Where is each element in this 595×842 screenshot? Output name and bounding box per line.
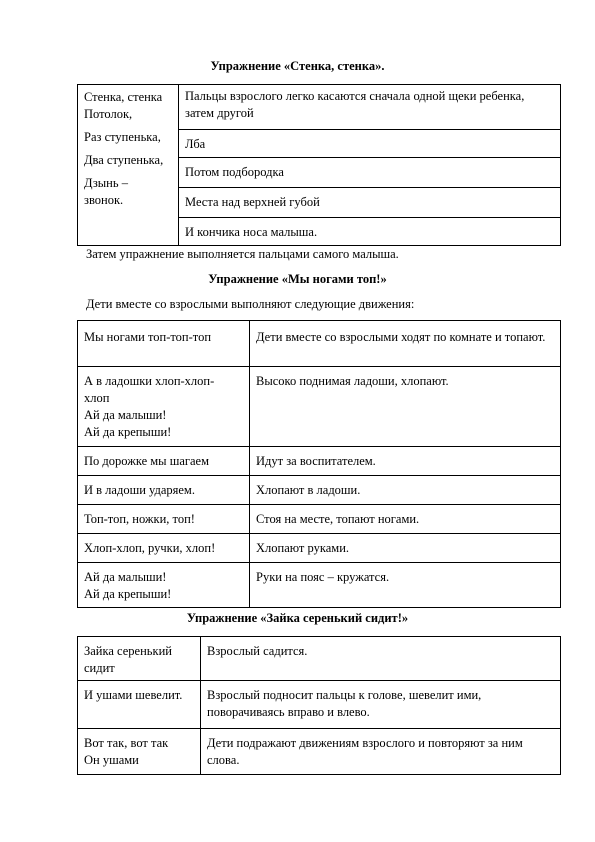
rhyme-line: Ай да малыши! [84, 570, 167, 584]
rhyme-cell [78, 729, 201, 775]
rhyme-cell [78, 447, 250, 476]
table-row [78, 637, 561, 681]
rhyme-line: И ушами шевелит. [84, 688, 183, 702]
rhyme-cell [78, 367, 250, 447]
rhyme-line: звонок. [84, 193, 124, 207]
exercise2-title: Упражнение «Мы ногами топ!» [208, 272, 387, 286]
action-cell: Дети подражают движениям взрослого и повторяют за ним слова. [201, 729, 561, 775]
rhyme-cell [78, 321, 250, 367]
table-row [78, 681, 561, 729]
table-row [78, 729, 561, 775]
action-cell: Руки на пояс – кружатся. [250, 563, 561, 608]
exercise1-note: Затем упражнение выполняется пальцами самого малыша. [86, 247, 399, 261]
exercise2-intro: Дети вместе со взрослыми выполняют следующие движения: [86, 297, 415, 311]
rhyme-line: По дорожке мы шагаем [84, 454, 210, 468]
exercise1-table [77, 84, 561, 246]
table-row [78, 367, 561, 447]
action-cell: Идут за воспитателем. [250, 447, 561, 476]
action-cell: Взрослый садится. [201, 637, 561, 681]
rhyme-line: Ай да малыши! [84, 408, 167, 422]
action-cell: Хлопают в ладоши. [250, 476, 561, 505]
action-cell: Потом подбородка [179, 158, 561, 188]
table-row [78, 321, 561, 367]
rhyme-line: Дзынь – [84, 176, 128, 190]
rhyme-line: Ай да крепыши! [84, 425, 172, 439]
action-cell: Пальцы взрослого легко касаются сначала одной щеки ребенка, затем другой [179, 85, 561, 130]
rhyme-line: Потолок, [84, 107, 133, 121]
rhyme-line: Вот так, вот так [84, 736, 169, 750]
exercise3-title: Упражнение «Зайка серенький сидит!» [186, 611, 409, 625]
exercise2-table [77, 320, 561, 608]
action-cell: Лба [179, 130, 561, 158]
rhyme-line: И в ладоши ударяем. [84, 483, 195, 497]
rhyme-line: А в ладошки хлоп-хлоп- [84, 374, 215, 388]
exercise1-rhyme-cell [78, 85, 179, 246]
rhyme-cell [78, 681, 201, 729]
rhyme-line: Раз ступенька, [84, 130, 161, 144]
rhyme-line: Хлоп-хлоп, ручки, хлоп! [84, 541, 216, 555]
action-cell: Дети вместе со взрослыми ходят по комнате и топают. [250, 321, 561, 367]
rhyme-line: хлоп [84, 391, 110, 405]
table-row [78, 505, 561, 534]
rhyme-cell [78, 563, 250, 608]
rhyme-cell [78, 476, 250, 505]
rhyme-line: Стенка, стенка [84, 90, 163, 104]
exercise1-title: Упражнение «Стенка, стенка». [210, 59, 385, 73]
rhyme-line: Топ-топ, ножки, топ! [84, 512, 195, 526]
rhyme-cell [78, 534, 250, 563]
action-cell: Хлопают руками. [250, 534, 561, 563]
table-row [78, 476, 561, 505]
rhyme-line: Он ушами [84, 753, 139, 767]
exercise3-table [77, 636, 561, 775]
table-row [78, 563, 561, 608]
rhyme-line: Два ступенька, [84, 153, 164, 167]
action-cell: Высоко поднимая ладоши, хлопают. [250, 367, 561, 447]
action-cell: Взрослый подносит пальцы к голове, шевелит ими, поворачиваясь вправо и влево. [201, 681, 561, 729]
rhyme-line: сидит [84, 661, 115, 675]
table-row [78, 534, 561, 563]
action-cell: И кончика носа малыша. [179, 218, 561, 246]
rhyme-cell [78, 637, 201, 681]
action-cell: Стоя на месте, топают ногами. [250, 505, 561, 534]
rhyme-line: Ай да крепыши! [84, 587, 172, 601]
action-cell: Места над верхней губой [179, 188, 561, 218]
rhyme-cell [78, 505, 250, 534]
rhyme-line: Зайка серенький [84, 644, 172, 658]
table-row [78, 447, 561, 476]
rhyme-line: Мы ногами топ-топ-топ [84, 330, 212, 344]
